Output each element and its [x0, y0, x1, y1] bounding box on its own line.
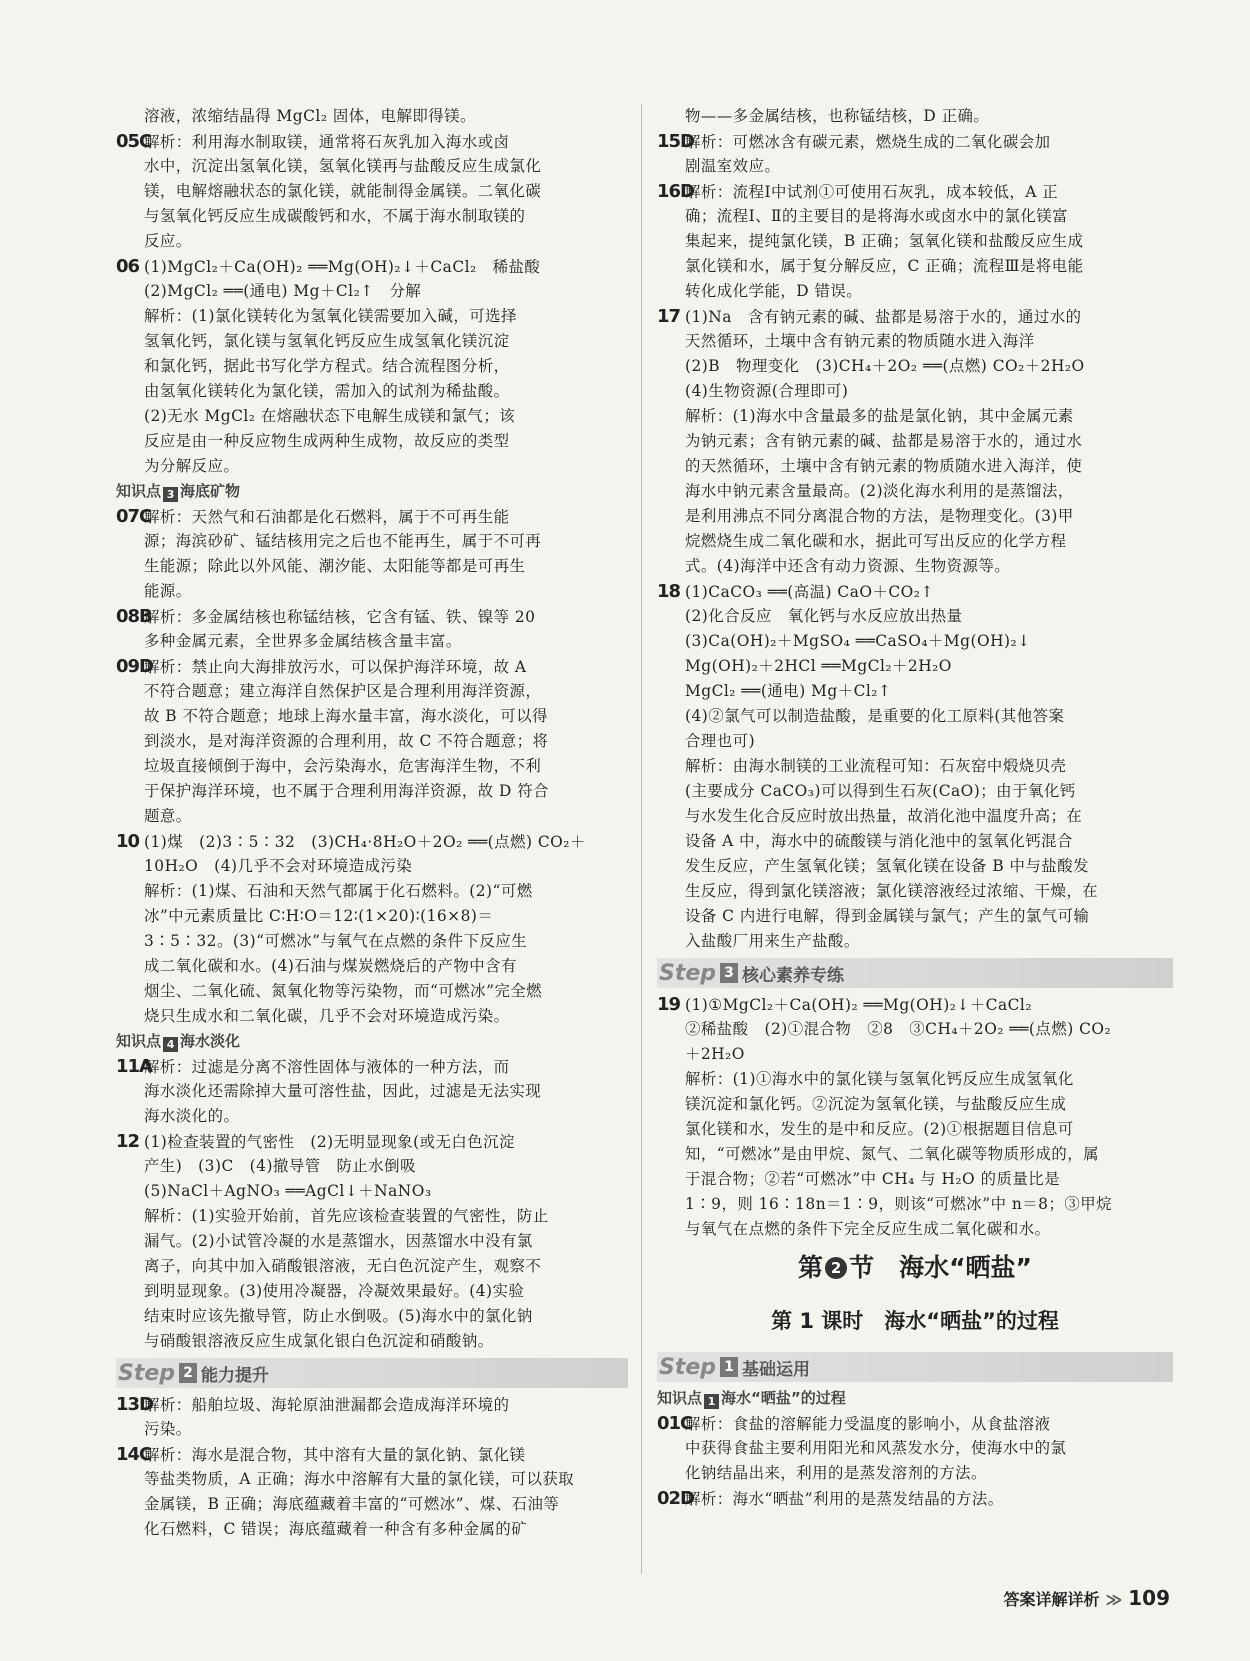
section-number: 2 [825, 1257, 847, 1279]
section-name: 节 海水“晒盐” [849, 1253, 1032, 1282]
text-line [657, 229, 1173, 254]
kp-prefix: 知识点 [116, 1032, 162, 1050]
line-text: 解析：流程Ⅰ中试剂①可使用石灰乳，成本较低，A 正 [685, 183, 1059, 201]
page-number: 109 [1128, 1586, 1170, 1610]
knowledge-point-heading [657, 1386, 1173, 1411]
step-banner [116, 1358, 628, 1388]
text-line [657, 1117, 1173, 1142]
line-text: Mg(OH)₂＋2HCl ══MgCl₂＋2H₂O [685, 657, 952, 675]
text-line [657, 554, 1173, 579]
line-text: (2)B 物理变化 (3)CH₄＋2O₂ ══(点燃) CO₂＋2H₂O [685, 357, 1085, 375]
line-text: 污染。 [144, 1420, 192, 1438]
line-text: MgCl₂ ══(通电) Mg＋Cl₂↑ [685, 682, 892, 700]
question-number: 18 [657, 581, 681, 602]
text-line [657, 1411, 1173, 1436]
line-text: (1)MgCl₂＋Ca(OH)₂ ══Mg(OH)₂↓＋CaCl₂ 稀盐酸 [144, 258, 541, 276]
line-text: 烟尘、二氧化硫、氮氧化物等污染物，而“可燃冰”完全燃 [144, 982, 543, 1000]
line-text: (3)Ca(OH)₂＋MgSO₄ ══CaSO₄＋Mg(OH)₂↓ [685, 632, 1031, 650]
line-text: 反应。 [144, 232, 192, 250]
text-line [116, 279, 628, 304]
question-number: 19 [657, 994, 681, 1015]
line-text: 合理也可) [685, 732, 756, 750]
text-line [657, 1017, 1173, 1042]
line-text: 解析：天然气和石油都是化石燃料，属于不可再生能 [144, 508, 510, 526]
question-number: 07C [116, 506, 152, 527]
line-text: 解析：(1)海水中含量最多的盐是氯化钠，其中金属元素 [685, 407, 1074, 425]
line-text: 与氢氧化钙反应生成碳酸钙和水，不属于海水制取镁的 [144, 207, 526, 225]
line-text: ②稀盐酸 (2)①混合物 ②8 ③CH₄＋2O₂ ══(点燃) CO₂ [685, 1020, 1112, 1038]
line-text: 生反应，得到氯化镁溶液；氯化镁溶液经过浓缩、干燥，在 [685, 882, 1099, 900]
line-text: 解析：船舶垃圾、海轮原油泄漏都会造成海洋环境的 [144, 1396, 510, 1414]
text-line [116, 779, 628, 804]
text-line [116, 1329, 628, 1354]
text-line [116, 1417, 628, 1442]
line-text: (主要成分 CaCO₃)可以得到生石灰(CaO)；由于氧化钙 [685, 782, 1076, 800]
line-text: 不符合题意；建立海洋自然保护区是合理利用海洋资源， [144, 682, 542, 700]
line-text: 烧只生成水和二氧化碳，几乎不会对环境造成污染。 [144, 1007, 510, 1025]
text-line [657, 179, 1173, 204]
line-text: 的天然循环，土壤中含有钠元素的物质随水进入海洋，使 [685, 457, 1083, 475]
text-line [657, 1167, 1173, 1192]
kp-prefix: 知识点 [657, 1389, 703, 1407]
line-text: 解析：利用海水制取镁，通常将石灰乳加入海水或卤 [144, 133, 510, 151]
text-line [116, 1279, 628, 1304]
line-text: 多种金属元素，全世界多金属结核含量丰富。 [144, 632, 462, 650]
line-text: ＋2H₂O [685, 1045, 745, 1063]
text-line [116, 1229, 628, 1254]
text-line [116, 1467, 628, 1492]
text-line [116, 1392, 628, 1417]
text-line [116, 1254, 628, 1279]
text-line [116, 979, 628, 1004]
text-line [116, 404, 628, 429]
line-text: 知，“可燃冰”是由甲烷、氮气、二氧化碳等物质形成的，属 [685, 1145, 1100, 1163]
line-text: 解析：食盐的溶解能力受温度的影响小，从食盐溶液 [685, 1415, 1051, 1433]
text-line [657, 254, 1173, 279]
knowledge-point-heading [116, 479, 628, 504]
text-line [657, 279, 1173, 304]
text-line [657, 1217, 1173, 1242]
question-number: 05C [116, 131, 152, 152]
kp-number: 1 [704, 1394, 719, 1409]
text-line [657, 1042, 1173, 1067]
right-column [657, 104, 1173, 1511]
line-text: 到明显现象。(3)使用冷凝器，冷凝效果最好。(4)实验 [144, 1282, 525, 1300]
line-text: 漏气。(2)小试管冷凝的水是蒸馏水，因蒸馏水中没有氯 [144, 1232, 533, 1250]
line-text: 溶液，浓缩结晶得 MgCl₂ 固体，电解即得镁。 [144, 107, 476, 125]
kp-title: 海水淡化 [180, 1032, 241, 1050]
line-text: 氯化镁和水，属于复分解反应，C 正确；流程Ⅲ是将电能 [685, 257, 1084, 275]
text-line [116, 129, 628, 154]
text-line [116, 254, 628, 279]
text-line [657, 604, 1173, 629]
text-line [657, 429, 1173, 454]
text-line [657, 404, 1173, 429]
line-text: 生能源；除此以外风能、潮汐能、太阳能等都是可再生 [144, 557, 526, 575]
double-arrow-icon: ≫ [1105, 1590, 1123, 1609]
line-text: 于混合物；②若“可燃冰”中 CH₄ 与 H₂O 的质量比是 [685, 1170, 1061, 1188]
line-text: 解析：(1)实验开始前，首先应该检查装置的气密性，防止 [144, 1207, 549, 1225]
kp-title: 海水“晒盐”的过程 [721, 1389, 846, 1407]
footer-label: 答案详解详析 [1003, 1590, 1100, 1609]
step-banner [657, 958, 1173, 988]
line-text: 烷燃烧生成二氧化碳和水，据此可写出反应的化学方程 [685, 532, 1067, 550]
text-line [116, 529, 628, 554]
line-text: 为钠元素；含有钠元素的碱、盐都是易溶于水的，通过水 [685, 432, 1083, 450]
line-text: 氯化镁和水，发生的是中和反应。(2)①根据题目信息可 [685, 1120, 1074, 1138]
question-number: 14C [116, 1444, 152, 1465]
line-text: 解析：海水是混合物，其中溶有大量的氯化钠、氯化镁 [144, 1446, 526, 1464]
text-line [657, 992, 1173, 1017]
text-line [657, 654, 1173, 679]
step-word: Step [118, 1360, 176, 1386]
line-text: 产生) (3)C (4)撤导管 防止水倒吸 [144, 1157, 416, 1175]
line-text: 化钠结晶出来，利用的是蒸发溶剂的方法。 [685, 1464, 987, 1482]
text-line [657, 154, 1173, 179]
line-text: (1)检查装置的气密性 (2)无明显现象(或无白色沉淀 [144, 1133, 515, 1151]
text-line [657, 454, 1173, 479]
text-line [116, 804, 628, 829]
text-line [657, 679, 1173, 704]
text-line [657, 354, 1173, 379]
question-number: 16D [657, 181, 694, 202]
text-line [657, 829, 1173, 854]
line-text: (2)无水 MgCl₂ 在熔融状态下电解生成镁和氯气；该 [144, 407, 516, 425]
step-word: Step [659, 1354, 717, 1380]
text-line [116, 154, 628, 179]
question-number: 01C [657, 1413, 693, 1434]
text-line [116, 879, 628, 904]
text-line [657, 779, 1173, 804]
text-line [116, 104, 628, 129]
kp-number: 4 [163, 1037, 178, 1052]
line-text: 是利用沸点不同分离混合物的方法，是物理变化。(3)甲 [685, 507, 1074, 525]
step-title: 基础运用 [742, 1359, 811, 1380]
text-line [116, 654, 628, 679]
line-text: 离子，向其中加入硝酸银溶液，无白色沉淀产生，观察不 [144, 1257, 542, 1275]
text-line [657, 929, 1173, 954]
line-text: (2)化合反应 氧化钙与水反应放出热量 [685, 607, 963, 625]
line-text: (1)Na 含有钠元素的碱、盐都是易溶于水的，通过水的 [685, 308, 1082, 326]
text-line [657, 1486, 1173, 1511]
line-text: 海水淡化还需除掉大量可溶性盐，因此，过滤是无法实现 [144, 1082, 542, 1100]
text-line [116, 1079, 628, 1104]
text-line [116, 429, 628, 454]
step-word: Step [659, 960, 717, 986]
text-line [657, 1192, 1173, 1217]
line-text: 解析：过滤是分离不溶性固体与液体的一种方法，而 [144, 1058, 510, 1076]
section-prefix: 第 [798, 1253, 824, 1282]
line-text: 金属镁，B 正确；海底蕴藏着丰富的“可燃冰”、煤、石油等 [144, 1495, 560, 1513]
line-text: 于保护海洋环境，也不属于合理利用海洋资源，故 D 符合 [144, 782, 549, 800]
step-banner [657, 1352, 1173, 1382]
question-number: 10 [116, 831, 140, 852]
line-text: 故 B 不符合题意；地球上海水量丰富，海水淡化，可以得 [144, 707, 548, 725]
line-text: 源；海滨砂矿、锰结核用完之后也不能再生，属于不可再 [144, 532, 542, 550]
text-line [116, 829, 628, 854]
text-line [657, 579, 1173, 604]
line-text: (1)煤 (2)3∶5∶32 (3)CH₄·8H₂O＋2O₂ ══(点燃) CO₂＋ [144, 833, 586, 851]
kp-title: 海底矿物 [180, 482, 241, 500]
text-line [116, 1304, 628, 1329]
line-text: (1)CaCO₃ ══(高温) CaO＋CO₂↑ [685, 583, 934, 601]
line-text: 镁沉淀和氯化钙。②沉淀为氢氧化镁，与盐酸反应生成 [685, 1095, 1067, 1113]
text-line [116, 504, 628, 529]
text-line [116, 754, 628, 779]
line-text: 解析：由海水制镁的工业流程可知：石灰窑中煅烧贝壳 [685, 757, 1067, 775]
text-line [657, 379, 1173, 404]
text-line [657, 904, 1173, 929]
line-text: 3∶5∶32。(3)“可燃冰”与氧气在点燃的条件下反应生 [144, 932, 528, 950]
line-text: 和氯化钙，据此书写化学方程式。结合流程图分析， [144, 357, 510, 375]
line-text: 反应是由一种反应物生成两种生成物，故反应的类型 [144, 432, 510, 450]
line-text: 设备 A 中，海水中的硫酸镁与消化池中的氢氧化钙混合 [685, 832, 1073, 850]
question-number: 09D [116, 656, 153, 677]
line-text: 结束时应该先撤导管，防止水倒吸。(5)海水中的氯化钠 [144, 1307, 533, 1325]
line-text: 与硝酸银溶液反应生成氯化银白色沉淀和硝酸钠。 [144, 1332, 494, 1350]
text-line [657, 329, 1173, 354]
text-line [116, 1154, 628, 1179]
line-text: 镁，电解熔融状态的氯化镁，就能制得金属镁。二氧化碳 [144, 182, 542, 200]
line-text: (2)MgCl₂ ══(通电) Mg＋Cl₂↑ 分解 [144, 282, 422, 300]
text-line [657, 629, 1173, 654]
text-line [116, 579, 628, 604]
text-line [657, 1067, 1173, 1092]
line-text: 等盐类物质，A 正确；海水中溶解有大量的氯化镁，可以获取 [144, 1470, 575, 1488]
text-line [116, 554, 628, 579]
text-line [116, 229, 628, 254]
text-line [657, 104, 1173, 129]
step-title: 核心素养专练 [742, 965, 845, 986]
question-number: 02D [657, 1488, 694, 1509]
column-divider [641, 104, 642, 1574]
line-text: 解析：海水“晒盐”利用的是蒸发结晶的方法。 [685, 1490, 1004, 1508]
step-title: 能力提升 [201, 1365, 270, 1386]
text-line [116, 204, 628, 229]
line-text: 解析：可燃冰含有碳元素，燃烧生成的二氧化碳会加 [685, 133, 1051, 151]
text-line [116, 904, 628, 929]
text-line [116, 1204, 628, 1229]
line-text: 解析：多金属结核也称锰结核，它含有锰、铁、镍等 20 [144, 608, 536, 626]
text-line [657, 479, 1173, 504]
knowledge-point-heading [116, 1029, 628, 1054]
text-line [116, 1054, 628, 1079]
line-text: 解析：(1)煤、石油和天然气都属于化石燃料。(2)“可燃 [144, 882, 533, 900]
line-text: 海水中钠元素含量最高。(2)淡化海水利用的是蒸馏法， [685, 482, 1074, 500]
line-text: 入盐酸厂用来生产盐酸。 [685, 932, 860, 950]
line-text: 题意。 [144, 807, 192, 825]
text-line [657, 204, 1173, 229]
text-line [116, 1004, 628, 1029]
line-text: (5)NaCl＋AgNO₃ ══AgCl↓＋NaNO₃ [144, 1182, 432, 1200]
text-line [116, 1442, 628, 1467]
line-text: 海水淡化的。 [144, 1107, 240, 1125]
step-number: 1 [720, 1357, 738, 1377]
question-number: 17 [657, 306, 681, 327]
question-number: 08B [116, 606, 152, 627]
line-text: 设备 C 内进行电解，得到金属镁与氯气；产生的氯气可输 [685, 907, 1090, 925]
line-text: 发生反应，产生氢氧化镁；氢氧化镁在设备 B 中与盐酸发 [685, 857, 1089, 875]
text-line [116, 1517, 628, 1542]
text-line [657, 129, 1173, 154]
line-text: 与水发生化合反应时放出热量，故消化池中温度升高；在 [685, 807, 1083, 825]
text-line [116, 704, 628, 729]
text-line [116, 854, 628, 879]
text-line [657, 1461, 1173, 1486]
text-line [116, 1104, 628, 1129]
line-text: 与氧气在点燃的条件下完全反应生成二氧化碳和水。 [685, 1220, 1051, 1238]
text-line [116, 329, 628, 354]
text-line [657, 854, 1173, 879]
line-text: 剧温室效应。 [685, 157, 781, 175]
question-number: 11A [116, 1056, 152, 1077]
text-line [116, 454, 628, 479]
line-text: 解析：(1)氯化镁转化为氢氧化镁需要加入碱，可选择 [144, 307, 517, 325]
text-line [116, 954, 628, 979]
text-line [657, 729, 1173, 754]
line-text: 水中，沉淀出氢氧化镁，氢氧化镁再与盐酸反应生成氯化 [144, 157, 542, 175]
line-text: 集起来，提纯氯化镁，B 正确；氢氧化镁和盐酸反应生成 [685, 232, 1084, 250]
text-line [657, 754, 1173, 779]
line-text: 氢氧化钙，氯化镁与氢氧化钙反应生成氢氧化镁沉淀 [144, 332, 510, 350]
question-number: 15D [657, 131, 694, 152]
line-text: 解析：禁止向大海排放污水，可以保护海洋环境，故 A [144, 658, 527, 676]
step-number: 2 [179, 1363, 197, 1383]
line-text: 确；流程Ⅰ、Ⅱ的主要目的是将海水或卤水中的氯化镁富 [685, 207, 1069, 225]
section-title [657, 1242, 1173, 1294]
line-text: 能源。 [144, 582, 192, 600]
text-line [657, 529, 1173, 554]
line-text: (4)生物资源(合理即可) [685, 382, 849, 400]
text-line [657, 879, 1173, 904]
line-text: 到淡水，是对海洋资源的合理利用，故 C 不符合题意；将 [144, 732, 549, 750]
text-line [116, 379, 628, 404]
text-line [116, 1179, 628, 1204]
text-line [116, 729, 628, 754]
line-text: 冰”中元素质量比 C∶H∶O＝12∶(1×20)∶(16×8)＝ [144, 907, 494, 925]
text-line [116, 629, 628, 654]
line-text: (4)②氯气可以制造盐酸，是重要的化工原料(其他答案 [685, 707, 1065, 725]
text-line [116, 354, 628, 379]
text-line [657, 1142, 1173, 1167]
line-text: 物——多金属结核，也称锰结核，D 正确。 [685, 107, 990, 125]
line-text: 10H₂O (4)几乎不会对环境造成污染 [144, 857, 413, 875]
text-line [116, 304, 628, 329]
line-text: 由氢氧化镁转化为氯化镁，需加入的试剂为稀盐酸。 [144, 382, 510, 400]
kp-number: 3 [163, 487, 178, 502]
text-line [116, 929, 628, 954]
text-line [116, 679, 628, 704]
line-text: 垃圾直接倾倒于海中，会污染海水，危害海洋生物，不利 [144, 757, 542, 775]
line-text: 天然循环，土壤中含有钠元素的物质随水进入海洋 [685, 332, 1035, 350]
text-line [657, 1092, 1173, 1117]
line-text: 为分解反应。 [144, 457, 240, 475]
question-number: 06 [116, 256, 140, 277]
step-number: 3 [720, 963, 738, 983]
question-number: 13D [116, 1394, 153, 1415]
text-line [657, 304, 1173, 329]
line-text: 化石燃料，C 错误；海底蕴藏着一种含有多种金属的矿 [144, 1520, 528, 1538]
line-text: 式。(4)海洋中还含有动力资源、生物资源等。 [685, 557, 1011, 575]
text-line [116, 604, 628, 629]
text-line [116, 1129, 628, 1154]
line-text: 解析：(1)①海水中的氯化镁与氢氧化钙反应生成氢氧化 [685, 1070, 1074, 1088]
text-line [657, 804, 1173, 829]
line-text: 成二氧化碳和水。(4)石油与煤炭燃烧后的产物中含有 [144, 957, 517, 975]
text-line [657, 1436, 1173, 1461]
line-text: 中获得食盐主要利用阳光和风蒸发水分，使海水中的氯 [685, 1439, 1067, 1457]
left-column [116, 104, 628, 1542]
line-text: 转化成化学能，D 错误。 [685, 282, 863, 300]
text-line [657, 704, 1173, 729]
line-text: 1∶9，则 16∶18n＝1∶9，则该“可燃冰”中 n＝8；③甲烷 [685, 1195, 1113, 1213]
text-line [116, 179, 628, 204]
text-line [657, 504, 1173, 529]
question-number: 12 [116, 1131, 140, 1152]
lesson-title: 第 1 课时 海水“晒盐”的过程 [771, 1309, 1059, 1333]
kp-prefix: 知识点 [116, 482, 162, 500]
page-footer [1003, 1586, 1170, 1610]
line-text: (1)①MgCl₂＋Ca(OH)₂ ══Mg(OH)₂↓＋CaCl₂ [685, 996, 1032, 1014]
text-line [116, 1492, 628, 1517]
